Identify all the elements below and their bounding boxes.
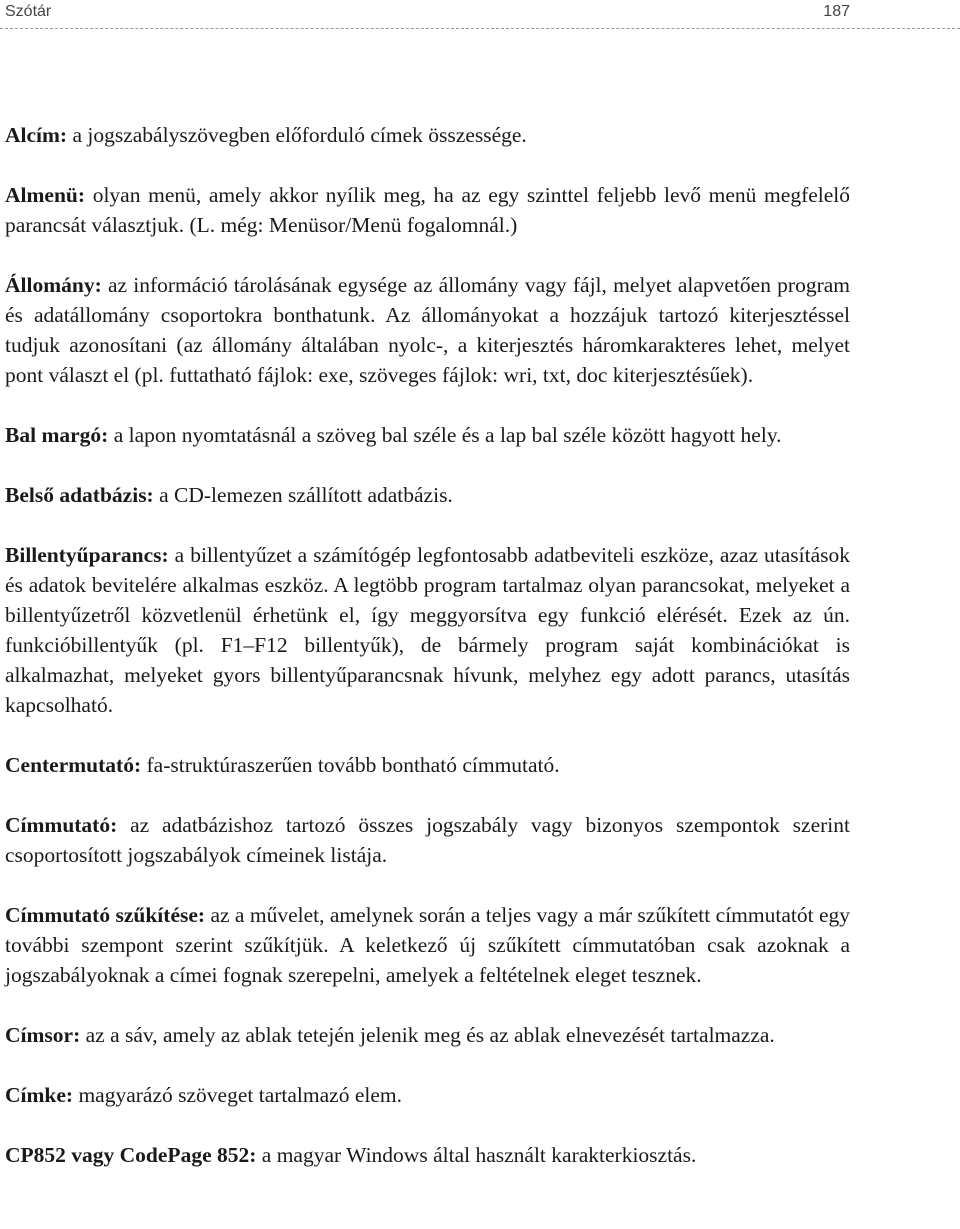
entry-definition: olyan menü, amely akkor nyílik meg, ha az egy szinttel feljebb levő menü megfelelő parancsát választjuk. (L. még: Menüsor/Menü fogalomnál.) bbox=[5, 183, 851, 237]
entry-term: CP852 vagy CodePage 852: bbox=[5, 1143, 257, 1167]
entry-term: Alcím: bbox=[5, 123, 68, 147]
glossary-entry bbox=[5, 1140, 850, 1170]
glossary-entry bbox=[5, 120, 850, 150]
glossary-entry bbox=[5, 900, 850, 990]
entry-term: Címmutató szűkítése: bbox=[5, 903, 206, 927]
entry-term: Címmutató: bbox=[5, 813, 118, 837]
entry-term: Belső adatbázis: bbox=[5, 483, 154, 507]
glossary-entry bbox=[5, 810, 850, 870]
glossary-entry bbox=[5, 270, 850, 390]
entry-definition: a billentyűzet a számítógép legfontosabb adatbeviteli eszköze, azaz utasítások és adatok bevitelére alkalmas eszköz. A legtöbb program tartalmaz olyan parancsokat, melyeket a billentyűzetről közvetlenül érhetünk el, így meggyorsítva egy funkció elérését. Ezek az ún. funkcióbillentyűk (pl. F1–F12 billentyűk), de bármely program saját kombinációkat is alkalmazhat, melyeket gyors billentyűparancsnak hívunk, melyhez egy adott parancs, utasítás kapcsolható. bbox=[5, 543, 851, 717]
entry-term: Centermutató: bbox=[5, 753, 142, 777]
entry-term: Állomány: bbox=[5, 273, 102, 297]
glossary-entry bbox=[5, 180, 850, 240]
entry-term: Bal margó: bbox=[5, 423, 109, 447]
entry-definition: az a sáv, amely az ablak tetején jelenik meg és az ablak elnevezését tartalmazza. bbox=[85, 1023, 775, 1047]
entry-definition: az a művelet, amelynek során a teljes vagy a már szűkített címmutatót egy további szempont szerint szűkítjük. A keletkező új szűkített címmutatóban csak azoknak a jogszabályoknak a címei fognak szerepelni, amelyek a feltételnek eleget tesznek. bbox=[5, 903, 850, 987]
entry-definition: a jogszabályszövegben előforduló címek összessége. bbox=[72, 123, 527, 147]
entry-term: Címsor: bbox=[5, 1023, 81, 1047]
entry-term: Címke: bbox=[5, 1083, 74, 1107]
glossary-entry bbox=[5, 480, 850, 510]
glossary-entries bbox=[5, 120, 850, 1200]
glossary-entry bbox=[5, 1080, 850, 1110]
entry-definition: fa-struktúraszerűen tovább bontható címmutató. bbox=[146, 753, 560, 777]
entry-definition: magyarázó szöveget tartalmazó elem. bbox=[78, 1083, 402, 1107]
entry-term: Almenü: bbox=[5, 183, 86, 207]
entry-term: Billentyűparancs: bbox=[5, 543, 169, 567]
header-divider bbox=[0, 28, 960, 29]
entry-definition: az adatbázishoz tartozó összes jogszabály vagy bizonyos szempontok szerint csoportosított jogszabályok címeinek listája. bbox=[5, 813, 850, 867]
running-header bbox=[0, 0, 960, 30]
glossary-entry bbox=[5, 750, 850, 780]
glossary-entry bbox=[5, 1020, 850, 1050]
page-number: 187 bbox=[823, 3, 850, 20]
glossary-entry bbox=[5, 540, 850, 720]
entry-definition: a magyar Windows által használt karakterkiosztás. bbox=[261, 1143, 697, 1167]
glossary-entry bbox=[5, 420, 850, 450]
entry-definition: az információ tárolásának egysége az állomány vagy fájl, melyet alapvetően program és adatállomány csoportokra bonthatunk. Az állományokat a hozzájuk tartozó kiterjesztéssel tudjuk azonosítani (az állomány általában nyolc-, a kiterjesztés háromkarakteres lehet, melyet pont választ el (pl. futtatható fájlok: exe, szöveges fájlok: wri, txt, doc kiterjesztésűek). bbox=[5, 273, 851, 387]
section-title: Szótár bbox=[5, 3, 52, 20]
entry-definition: a lapon nyomtatásnál a szöveg bal széle és a lap bal széle között hagyott hely. bbox=[113, 423, 782, 447]
entry-definition: a CD-lemezen szállított adatbázis. bbox=[159, 483, 453, 507]
